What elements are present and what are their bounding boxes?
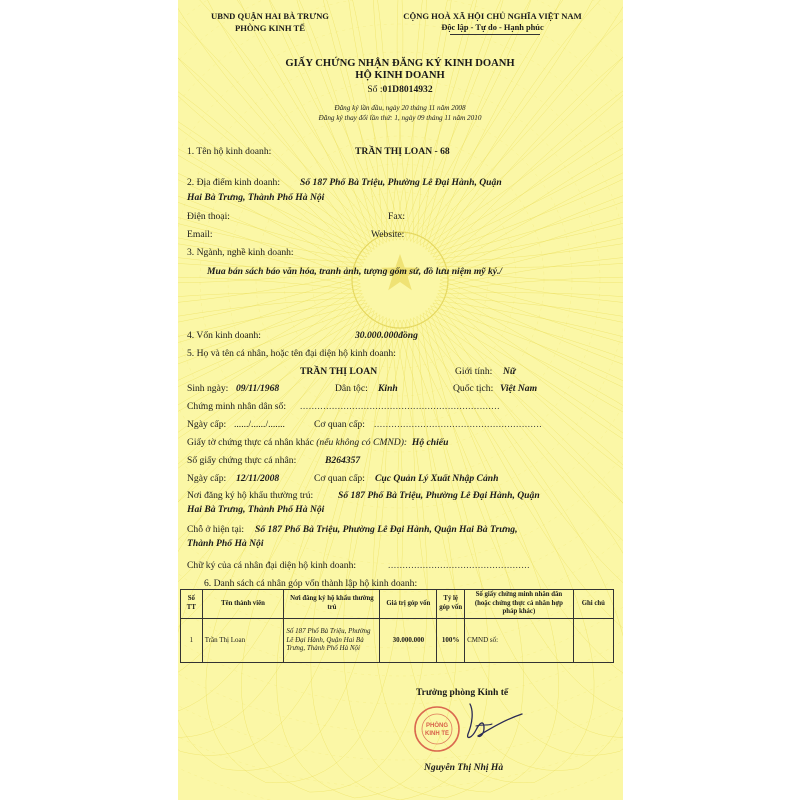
cell-ratio: 100% [437, 618, 465, 662]
seal-text-line2: KINH TẾ [425, 731, 449, 737]
certificate-number [180, 84, 620, 96]
cell-name: Trần Thị Loan [202, 618, 284, 662]
household-label: Nơi đăng ký hộ khẩu thường trú: [187, 490, 314, 501]
capital-value: 30.000.000đồng [355, 330, 418, 341]
col-header-name: Tên thành viên [202, 590, 284, 619]
business-line-label: 3. Ngành, nghề kinh doanh: [187, 247, 294, 258]
motto-underline [450, 34, 540, 35]
doc-date-value: 12/11/2008 [236, 473, 280, 484]
col-header-contribution: Giá trị góp vốn [380, 590, 437, 619]
document-subtitle: HỘ KINH DOANH [355, 70, 445, 81]
first-registration-date: Đăng ký lần đầu, ngày 20 tháng 11 năm 2008 [334, 104, 466, 112]
representative-label: 5. Họ và tên cá nhân, hoặc tên đại diện hộ kinh doanh: [187, 348, 396, 359]
cell-household: Số 187 Phố Bà Triệu, Phường Lê Đại Hành, Quận Hai Bà Trưng, Thành Phố Hà Nội [284, 618, 380, 662]
col-header-no: Số TT [181, 590, 203, 619]
doc-agency-label: Cơ quan cấp: [314, 473, 365, 484]
id-number-label: Chứng minh nhân dân số: [187, 401, 287, 412]
col-header-id: Số giấy chứng minh nhân dân (hoặc chứng thực cá nhân hợp pháp khác) [465, 590, 574, 619]
cell-id: CMND số: [465, 618, 574, 662]
gender-value: Nữ [503, 366, 516, 377]
dob-label: Sinh ngày: [187, 383, 229, 394]
members-list-label: 6. Danh sách cá nhân góp vốn thành lập hộ kinh doanh: [204, 578, 418, 589]
business-name-value: TRẦN THỊ LOAN - 68 [355, 146, 450, 157]
representative-signature-label: Chữ ký của cá nhân đại diện hộ kinh doanh: [187, 560, 357, 571]
current-residence-value-line1: Số 187 Phố Bà Triệu, Phường Lê Đại Hành, Quận Hai Bà Trưng, [255, 524, 518, 535]
id-issue-date-label: Ngày cấp: [187, 419, 227, 430]
handwritten-signature [448, 700, 528, 746]
other-doc-note: (nếu không có CMND): [316, 437, 408, 448]
gender-label: Giới tính: [455, 366, 493, 377]
representative-signature-blank: ................................................. [388, 560, 531, 571]
other-doc-label [187, 437, 448, 449]
id-issue-agency-blank: .......................................................... [374, 419, 543, 430]
email-label: Email: [187, 229, 213, 240]
business-line-value: Mua bán sách báo văn hóa, tranh ảnh, tượng gốm sứ, đồ lưu niệm mỹ ký./ [207, 266, 503, 277]
phone-label: Điện thoại: [187, 211, 230, 222]
nationality-value: Việt Nam [500, 383, 538, 394]
business-address-value-line1: Số 187 Phố Bà Triệu, Phường Lê Đại Hành, Quận [300, 177, 502, 188]
business-address-label: 2. Địa điểm kinh doanh: [187, 177, 280, 188]
col-header-ratio: Tỷ lệ góp vốn [437, 590, 465, 619]
representative-name: TRẦN THỊ LOAN [300, 366, 378, 377]
col-header-notes: Ghi chú [573, 590, 613, 619]
table-row [181, 618, 614, 662]
change-registration-date: Đăng ký thay đổi lần thứ: 1, ngày 09 tháng 11 năm 2010 [318, 114, 482, 122]
business-name-label: 1. Tên hộ kinh doanh: [187, 146, 272, 157]
id-issue-agency-label: Cơ quan cấp: [314, 419, 365, 430]
id-number-blank: ..................................................................... [300, 401, 500, 412]
doc-number-value: B264357 [325, 455, 361, 466]
doc-agency-value: Cục Quản Lý Xuất Nhập Cảnh [375, 473, 499, 484]
household-value-line1: Số 187 Phố Bà Triệu, Phường Lê Đại Hành, Quận [338, 490, 540, 501]
doc-date-label: Ngày cấp: [187, 473, 227, 484]
document-title: GIẤY CHỨNG NHẬN ĐĂNG KÝ KINH DOANH [285, 58, 515, 69]
website-label: Website: [371, 229, 405, 240]
dob-value: 09/11/1968 [236, 383, 280, 394]
national-motto: Độc lập - Tự do - Hạnh phúc [441, 23, 544, 32]
issuer-department: PHÒNG KINH TẾ [234, 23, 306, 33]
issuer-authority: UBND QUẬN HAI BÀ TRƯNG [211, 11, 329, 21]
cell-contribution: 30.000.000 [380, 618, 437, 662]
ethnicity-label: Dân tộc: [335, 383, 368, 394]
members-table [180, 589, 614, 663]
cell-no: 1 [181, 618, 203, 662]
members-table-header-row [181, 590, 614, 619]
signer-position: Trưởng phòng Kinh tế [416, 687, 509, 698]
fax-label: Fax: [388, 211, 406, 222]
nationality-label: Quốc tịch: [453, 383, 494, 394]
household-value-line2: Hai Bà Trưng, Thành Phố Hà Nội [187, 504, 325, 515]
doc-number-label: Số giấy chứng thực cá nhân: [187, 455, 297, 466]
business-address-value-line2: Hai Bà Trưng, Thành Phố Hà Nội [187, 192, 325, 203]
certificate-number-label: Số : [367, 84, 383, 95]
col-header-household: Nơi đăng ký hộ khẩu thường trú [284, 590, 380, 619]
cell-notes [573, 618, 613, 662]
current-residence-value-line2: Thành Phố Hà Nội [187, 538, 264, 549]
other-doc-value: Hộ chiếu [411, 437, 449, 448]
other-doc-label-text: Giấy tờ chứng thực cá nhân khác [187, 437, 314, 448]
national-title: CỘNG HOÀ XÃ HỘI CHỦ NGHĨA VIỆT NAM [403, 11, 582, 21]
seal-text-line1: PHÒNG [425, 723, 449, 729]
ethnicity-value: Kinh [378, 383, 398, 394]
id-issue-date-value: ....../....../....... [234, 419, 285, 430]
current-residence-label: Chỗ ở hiện tại: [187, 524, 245, 535]
capital-label: 4. Vốn kinh doanh: [187, 330, 261, 341]
certificate-number-value: 01D8014932 [382, 84, 433, 95]
signer-name: Nguyễn Thị Nhị Hà [424, 762, 504, 773]
